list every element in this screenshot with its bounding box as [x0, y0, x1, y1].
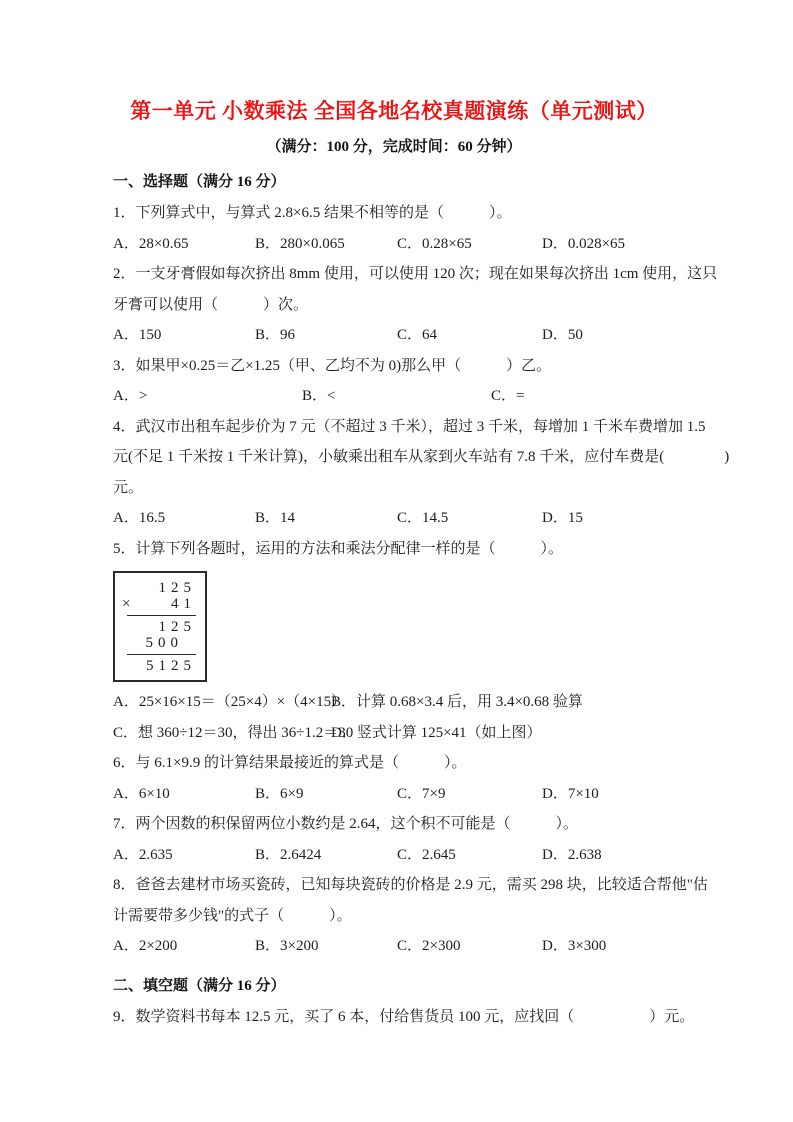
question-7-option-b: B．2.6424 [255, 846, 322, 863]
question-4-text-line-3: 元。 [113, 479, 144, 496]
question-2-option-d: D．50 [542, 327, 583, 343]
question-8-text-line-2: 计需要带多少钱"的式子（ ）。 [113, 907, 352, 924]
question-7-option-a: A．2.635 [113, 846, 173, 863]
question-8-options [113, 931, 685, 962]
question-6-option-c: C．7×9 [397, 785, 446, 802]
question-8-option-d: D．3×300 [542, 938, 607, 954]
worksheet-partial-product-2: 500 [145, 635, 183, 651]
question-6-text: 6．与 6.1×9.9 的计算结果最接近的算式是（ ）。 [113, 755, 467, 771]
question-6-option-b: B．6×9 [255, 785, 304, 802]
question-6-option-a: A．6×10 [113, 785, 170, 802]
question-2-options [113, 320, 685, 351]
question-7-options [113, 840, 685, 871]
question-1-text: 1．下列算式中，与算式 2.8×6.5 结果不相等的是（ ）。 [113, 205, 512, 221]
question-8-option-a: A．2×200 [113, 938, 178, 954]
question-2-text-line-1: 2．一支牙膏假如每次挤出 8mm 使用，可以使用 120 次；现在如果每次挤出 1cm 使用，这只 [113, 266, 718, 282]
question-5-text: 5．计算下列各题时，运用的方法和乘法分配律一样的是（ ）。 [113, 540, 564, 557]
question-9-text: 9．数学资料书每本 12.5 元，买了 6 本，付给售货员 100 元，应找回（ ）元。 [113, 1008, 695, 1025]
question-4-text-line-2: 元(不足 1 千米按 1 千米计算)，小敏乘出租车从家到火车站有 7.8 千米，应付车费是( ) [113, 449, 730, 465]
question-4-option-a: A．16.5 [113, 510, 166, 526]
question-1-option-b: B．280×0.065 [255, 235, 345, 252]
question-7-option-d: D．2.638 [542, 846, 602, 863]
question-5-option-d: D．竖式计算 125×41（如上图） [331, 724, 542, 741]
worksheet-multiplicand: 125 [158, 580, 196, 596]
question-1 [113, 198, 685, 259]
question-3-text: 3．如果甲×0.25＝乙×1.25（甲、乙均不为 0)那么甲（ ）乙。 [113, 357, 552, 374]
question-7-option-c: C．2.645 [397, 846, 456, 863]
question-8-text-line-1: 8．爸爸去建材市场买瓷砖，已知每块瓷砖的价格是 2.9 元，需买 298 块，比较适合帮他"估 [113, 877, 708, 893]
question-3-option-b: B．< [302, 388, 336, 404]
question-1-option-d: D．0.028×65 [542, 235, 626, 252]
question-6-options [113, 779, 685, 810]
question-5-option-b: B．计算 0.68×3.4 后，用 3.4×0.68 验算 [331, 694, 583, 710]
question-3 [113, 351, 685, 412]
question-3-option-c: C．= [491, 388, 525, 404]
question-6-option-d: D．7×10 [542, 785, 599, 802]
question-5-option-c: C．想 360÷12＝30，得出 36÷1.2＝30 [113, 724, 354, 741]
question-8-option-b: B．3×200 [255, 938, 319, 954]
worksheet-multiplier: 41 [171, 596, 196, 612]
question-5-options-row-2 [113, 718, 685, 749]
question-9 [113, 1002, 695, 1033]
question-5 [113, 534, 685, 749]
question-2-option-b: B．96 [255, 327, 296, 343]
worksheet-product: 5125 [146, 658, 196, 674]
question-7 [113, 809, 685, 870]
question-1-options [113, 229, 685, 260]
section-1-heading: 一、选择题（满分 16 分） [113, 174, 286, 190]
question-2-option-c: C．64 [397, 327, 438, 343]
question-5-options-row-1 [113, 687, 685, 718]
question-4 [113, 412, 730, 534]
question-3-option-a: A．> [113, 388, 148, 404]
question-2 [113, 259, 718, 351]
question-4-option-c: C．14.5 [397, 510, 449, 526]
question-1-option-c: C．0.28×65 [397, 235, 472, 252]
multiply-sign: × [122, 596, 131, 612]
exam-score-time-info: （满分：100 分，完成时间：60 分钟） [266, 139, 522, 155]
question-8 [113, 870, 708, 962]
question-4-option-b: B．14 [255, 510, 296, 526]
question-3-options [113, 381, 685, 412]
worksheet-rule-line-2 [127, 654, 196, 655]
page-title: 第一单元 小数乘法 全国各地名校真题演练（单元测试） [130, 99, 658, 123]
worksheet-multiplier-row [122, 596, 196, 612]
question-6 [113, 748, 685, 809]
question-4-options [113, 503, 685, 534]
section-2-heading: 二、填空题（满分 16 分） [113, 977, 286, 994]
worksheet-rule-line-1 [127, 615, 196, 616]
question-4-text-line-1: 4．武汉市出租车起步价为 7 元（不超过 3 千米），超过 3 千米，每增加 1 千米车费增加 1.5 [113, 418, 706, 435]
worksheet-partial-product-1: 125 [158, 619, 196, 635]
question-7-text: 7．两个因数的积保留两位小数约是 2.64，这个积不可能是（ ）。 [113, 816, 579, 832]
question-8-option-c: C．2×300 [397, 938, 461, 954]
question-2-option-a: A．150 [113, 327, 162, 343]
question-5-option-a: A．25×16×15＝（25×4）×（4×15） [113, 694, 347, 710]
question-2-text-line-2: 牙膏可以使用（ ）次。 [113, 296, 309, 313]
question-1-option-a: A．28×0.65 [113, 235, 189, 252]
multiplication-worksheet [113, 571, 207, 682]
question-4-option-d: D．15 [542, 510, 583, 526]
